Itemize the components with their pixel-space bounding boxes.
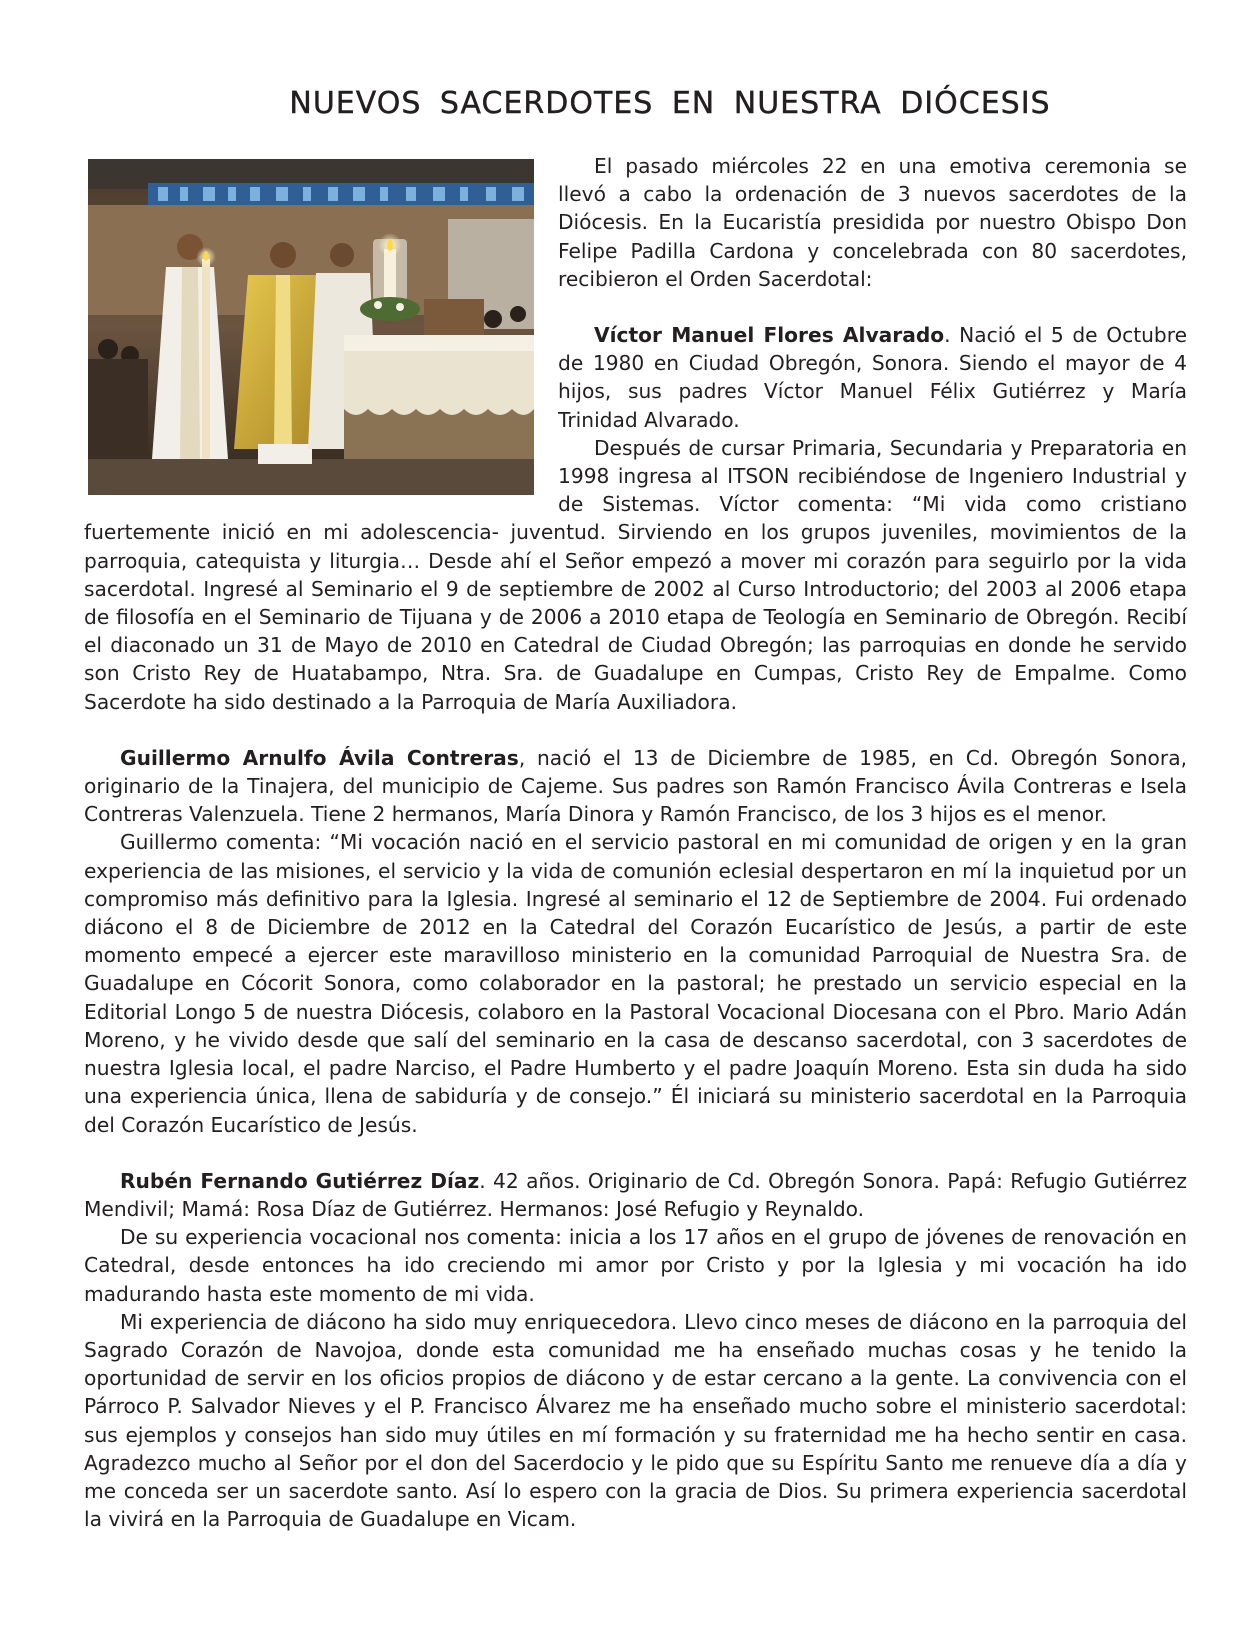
ordination-photo xyxy=(88,159,534,495)
priest3-bio xyxy=(84,1167,1187,1223)
priest2-bio-text: , nació el 13 de Diciembre de 1985, en Cd. Obregón Sonora, originario de la Tinajera, del municipio de Cajeme. Sus padres son Ramón Francisco Ávila Contreras e Isela Contreras Valenzuela. Tiene 2 hermanos, María Dinora y Ramón Francisco, de los 3 hijos es el menor. xyxy=(84,745,1187,827)
priest2-name: Guillermo Arnulfo Ávila Contreras xyxy=(120,745,519,770)
priest3-story-1: De su experiencia vocacional nos comenta: inicia a los 17 años en el grupo de jóvenes de renovación en Catedral, desde entonces ha ido creciendo mi amor por Cristo y por la Iglesia y mi vocación ha ido madurando hasta este momento de mi vida. xyxy=(84,1225,1187,1306)
intro-paragraph: El pasado miércoles 22 en una emotiva ceremonia se llevó a cabo la ordenación de 3 nuevos sacerdotes de la Diócesis. En la Eucaristía presidida por nuestro Obispo Don Felipe Padilla Cardona y concelebrada con 80 sacerdotes, recibieron el Orden Sacerdotal: xyxy=(558,154,1187,291)
article-body xyxy=(84,152,1187,1533)
priest3-story-2: Mi experiencia de diácono ha sido muy enriquecedora. Llevo cinco meses de diácono en la parroquia del Sagrado Corazón de Navojoa, donde esta comunidad me ha enseñado muchas cosas y he tenido la oportunidad de servir en los oficios propios de diácono y de estar cercano a la gente. La convivencia con el Párroco P. Salvador Nieves y el P. Francisco Álvarez me ha enseñado mucho sobre el ministerio sacerdotal: sus ejemplos y consejos han sido muy útiles en mí formación y su fraternidad me ha hecho sentir en casa. Agradezco mucho al Señor por el don del Sacerdocio y le pido que su Espíritu Santo me renueve día a día y me conceda ser un sacerdote santo. Así lo espero con la gracia de Dios. Su primera experiencia sacerdotal la vivirá en la Parroquia de Guadalupe en Vicam. xyxy=(84,1309,1187,1532)
ordination-photo-illustration xyxy=(88,159,534,495)
priest1-name: Víctor Manuel Flores Alvarado xyxy=(594,323,945,348)
priest3-bio-text: . 42 años. Originario de Cd. Obregón Sonora. Papá: Refugio Gutiérrez Mendivil; Mamá: Rosa Díaz de Gutiérrez. Hermanos: José Refugio y Reynaldo. xyxy=(84,1168,1187,1221)
priest1-bio-text: . Nació el 5 de Octubre de 1980 en Ciudad Obregón, Sonora. Siendo el mayor de 4 hijos, sus padres Víctor Manuel Félix Gutiérrez y María Trinidad Alvarado. xyxy=(558,323,1187,432)
priest2-story: Guillermo comenta: “Mi vocación nació en el servicio pastoral en mi comunidad de origen y en la gran experiencia de las misiones, el servicio y la vida de comunión eclesial despertaron en mí la inquietud por un compromiso más definitivo para la Iglesia. Ingresé al seminario el 12 de Septiembre de 2004. Fui ordenado diácono el 8 de Diciembre de 2012 en la Catedral del Corazón Eucarístico de Jesús, a partir de este momento empecé a ejercer este maravilloso ministerio en la comunidad Parroquial de Nuestra Sra. de Guadalupe en Cócorit Sonora, como colaborador en la pastoral; he prestado un servicio especial en la Editorial Longo 5 de nuestra Diócesis, colaboro en la Pastoral Vocacional Diocesana con el Pbro. Mario Adán Moreno, y he vivido desde que salí del seminario en la casa de descanso sacerdotal, con 3 sacerdotes de nuestra Iglesia local, el padre Narciso, el Padre Humberto y el padre Joaquín Moreno. Esta sin duda ha sido una experiencia única, llena de sabiduría y de consejo.” Él iniciará su ministerio sacerdotal en la Parroquia del Corazón Eucarístico de Jesús. xyxy=(84,830,1187,1137)
page-title: NUEVOS SACERDOTES EN NUESTRA DIÓCESIS xyxy=(289,86,1051,121)
priest1-story: Después de cursar Primaria, Secundaria y Preparatoria en 1998 ingresa al ITSON recibiéndose de Ingeniero Industrial y de Sistemas. Víctor comenta: “Mi vida como cristiano fuertemente inició en mi adolescencia- juventud. Sirviendo en los grupos juveniles, movimientos de la parroquia, catequista y liturgia… Desde ahí el Señor empezó a mover mi corazón para seguirlo por la vida sacerdotal. Ingresé al Seminario el 9 de septiembre de 2002 al Curso Introductorio; del 2003 al 2006 etapa de filosofía en el Seminario de Tijuana y de 2006 a 2010 etapa de Teología en Seminario de Obregón. Recibí el diaconado un 31 de Mayo de 2010 en Catedral de Ciudad Obregón; las parroquias en donde he servido son Cristo Rey de Huatabampo, Ntra. Sra. de Guadalupe en Cumpas, Cristo Rey de Empalme. Como Sacerdote ha sido destinado a la Parroquia de María Auxiliadora. xyxy=(84,435,1187,714)
priest2-bio xyxy=(84,744,1187,829)
priest3-name: Rubén Fernando Gutiérrez Díaz xyxy=(120,1168,480,1193)
